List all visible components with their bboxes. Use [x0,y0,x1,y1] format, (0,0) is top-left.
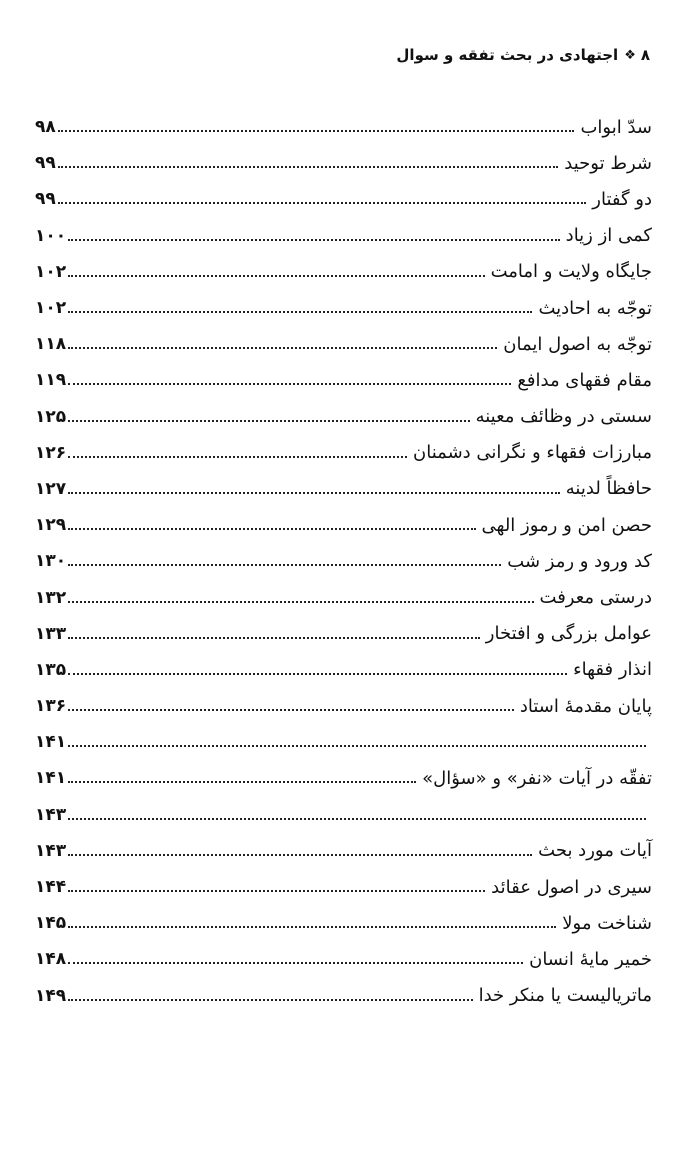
dot-leader [68,637,480,639]
toc-entry [35,688,652,724]
toc-entry-page-number: ۱۴۴ [35,877,67,898]
toc-entry [35,145,652,181]
dot-leader [68,564,501,566]
toc-entry-page-number: ۱۲۶ [35,442,67,463]
toc-entry [35,652,652,688]
toc-entry [35,760,652,796]
toc-entry-title: درستی معرفت [539,587,652,609]
dot-leader [68,456,407,458]
dot-leader [68,709,514,711]
dot-leader [68,745,646,747]
dot-leader [68,275,484,277]
toc-entry-title: انذار فقهاء [573,659,652,681]
header-page-number: ۸ [640,46,650,64]
toc-entry-title: کمی از زیاد [565,225,652,247]
toc-entry-page-number: ۱۰۲ [35,298,67,319]
toc-entry-page-number: ۱۲۹ [35,515,67,536]
toc-entry [35,507,652,543]
dot-leader [68,239,560,241]
toc-entry-page-number: ۱۴۱ [35,768,67,789]
toc-entry-title: آیات مورد بحث [538,840,652,862]
toc-entry-page-number: ۱۴۵ [35,913,67,934]
toc-entry [35,905,652,941]
toc-entry-page-number: ۱۲۵ [35,406,67,427]
toc-entry-page-number: ۱۰۰ [35,225,67,246]
toc-entry-page-number: ۱۳۲ [35,587,67,608]
toc-entry [35,218,652,254]
toc-entry-title: عوامل بزرگی و افتخار [485,623,652,645]
dot-leader [68,962,523,964]
toc-entry-page-number: ۱۳۵ [35,659,67,680]
toc-entry [35,941,652,977]
toc-entry [35,362,652,398]
dot-leader [68,383,511,385]
toc-entry-page-number: ۱۰۲ [35,261,67,282]
toc-entry-title: جایگاه ولایت و امامت [490,261,652,283]
toc-entry-title: پایان مقدمهٔ استاد [519,695,652,717]
dot-leader [68,601,533,603]
dot-leader [68,890,485,892]
header-book-title: اجتهادی در بحث تفقه و سوال [396,46,619,64]
toc-entry [35,471,652,507]
toc-entry-page-number: ۱۴۱ [35,732,67,753]
toc-entry-page-number: ۹۹ [35,189,56,210]
toc-entry-title: خمیر مایهٔ انسان [529,948,652,970]
dot-leader [68,420,469,422]
toc-entry [35,833,652,869]
toc-entry-page-number: ۱۳۰ [35,551,67,572]
toc-entry-page-number: ۹۸ [35,117,56,138]
toc-entry-page-number: ۱۳۶ [35,696,67,717]
table-of-contents [35,109,652,1014]
dot-leader [58,130,575,132]
toc-entry-page-number: ۱۱۸ [35,334,67,355]
toc-entry [35,616,652,652]
toc-entry [35,435,652,471]
toc-entry-page-number: ۱۴۳ [35,804,67,825]
toc-entry-title: شناخت مولا [562,912,652,934]
dot-leader [68,854,532,856]
dot-leader [68,347,497,349]
dot-leader [68,926,556,928]
toc-entry [35,724,652,760]
toc-entry [35,399,652,435]
dot-leader [58,202,587,204]
toc-entry-title: ماتریالیست یا منکر خدا [478,985,652,1007]
toc-entry-title: تفقّه در آیات «نفر» و «سؤال» [422,767,652,789]
toc-entry [35,797,652,833]
toc-entry-title: حافظاً لدینه [565,478,652,500]
toc-entry-title: توجّه به اصول ایمان [503,333,652,355]
running-header [396,46,650,64]
toc-entry-page-number: ۱۴۹ [35,985,67,1006]
toc-entry-page-number: ۹۹ [35,153,56,174]
toc-entry-page-number: ۱۲۷ [35,478,67,499]
dot-leader [68,492,560,494]
toc-entry-page-number: ۱۴۳ [35,840,67,861]
toc-entry [35,579,652,615]
dot-leader [58,166,559,168]
toc-entry [35,181,652,217]
dot-leader [68,673,567,675]
four-diamond-icon: ❖ [624,47,635,63]
toc-entry-title: مبارزات فقهاء و نگرانی دشمنان [413,442,652,464]
toc-entry-title: دو گفتار [592,188,652,210]
toc-entry-title: سدّ ابواب [580,116,652,138]
toc-entry-title: شرط توحید [564,152,652,174]
toc-entry [35,978,652,1014]
toc-entry [35,543,652,579]
toc-entry-title: کد ورود و رمز شب [507,550,652,572]
toc-entry [35,290,652,326]
dot-leader [68,528,475,530]
dot-leader [68,818,646,820]
toc-entry-title: توجّه به احادیث [538,297,652,319]
dot-leader [68,781,416,783]
toc-entry [35,254,652,290]
toc-entry-page-number: ۱۳۳ [35,623,67,644]
toc-entry [35,869,652,905]
toc-entry-title: حصن امن و رموز الهی [481,514,652,536]
toc-entry-title: سیری در اصول عقائد [491,876,652,898]
toc-entry-title: مقام فقهای مدافع [517,369,652,391]
dot-leader [68,311,532,313]
toc-entry-page-number: ۱۱۹ [35,370,67,391]
toc-entry-page-number: ۱۴۸ [35,949,67,970]
toc-entry-title: سستی در وظائف معینه [475,406,652,428]
toc-entry [35,109,652,145]
dot-leader [68,999,472,1001]
toc-entry [35,326,652,362]
